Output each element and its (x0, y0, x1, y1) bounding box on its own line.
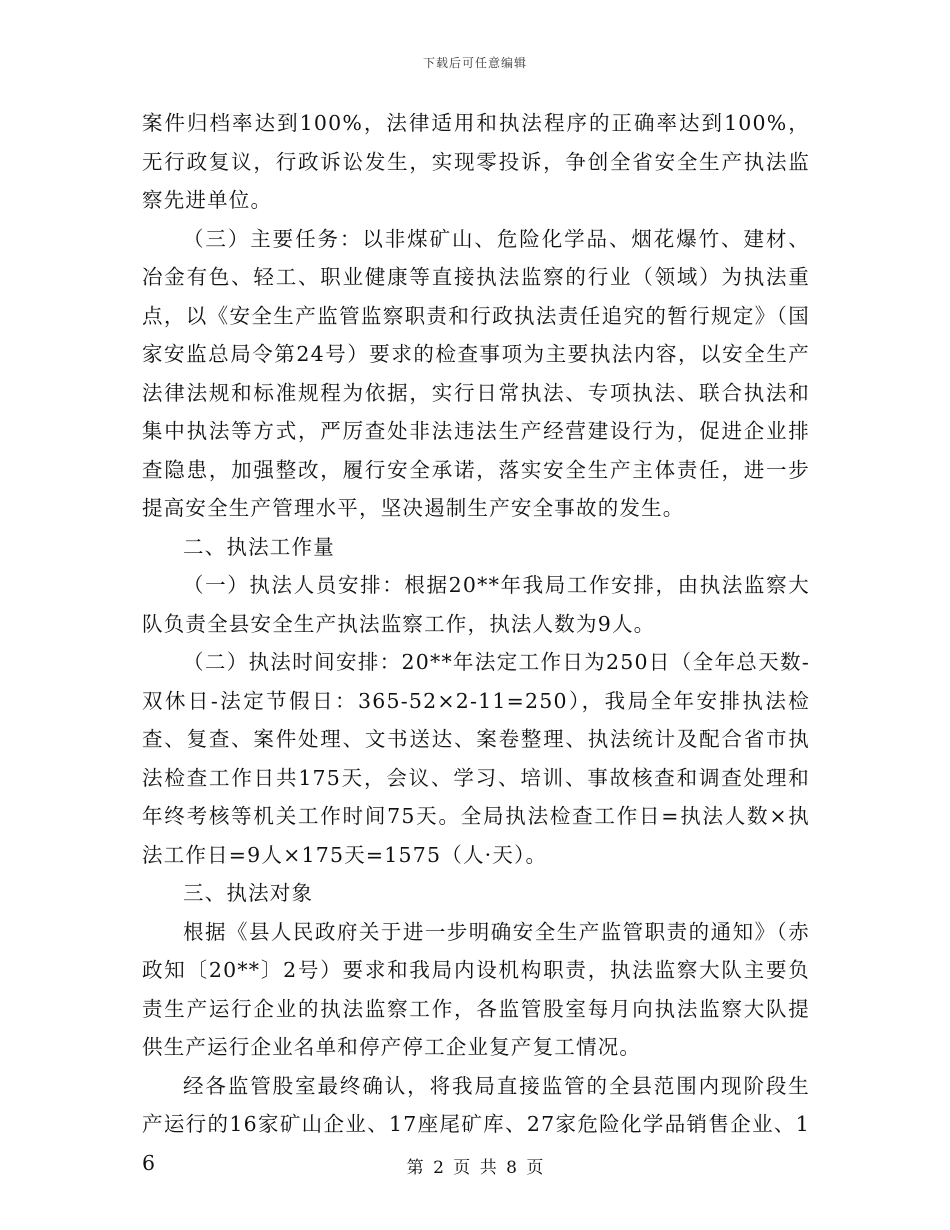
document-body (142, 104, 810, 1182)
page-number-footer: 第 2 页 共 8 页 (406, 1158, 544, 1178)
paragraph-2: （三）主要任务：以非煤矿山、危险化学品、烟花爆竹、建材、冶金有色、轻工、职业健康等直接执法监察的行业（领域）为执法重点，以《安全生产监管监察职责和行政执法责任追究的暂行规定》（国家安监总局令第24号）要求的检查事项为主要执法内容，以安全生产法律法规和标准规程为依据，实行日常执法、专项执法、联合执法和集中执法等方式，严厉查处非法违法生产经营建设行为，促进企业排查隐患，加强整改，履行安全承诺，落实安全生产主体责任，进一步提高安全生产管理水平，坚决遏制生产安全事故的发生。 (142, 226, 810, 520)
page-header: 下载后可任意编辑 (422, 56, 527, 70)
paragraph-1: 案件归档率达到100%，法律适用和执法程序的正确率达到100%，无行政复议，行政诉讼发生，实现零投诉，争创全省安全生产执法监察先进单位。 (142, 111, 810, 212)
paragraph-3: （一）执法人员安排：根据20**年我局工作安排，由执法监察大队负责全县安全生产执法监察工作，执法人数为9人。 (142, 573, 810, 636)
paragraph-6: 经各监管股室最终确认，将我局直接监管的全县范围内现阶段生产运行的16家矿山企业、17座尾矿库、27家危险化学品销售企业、16 (142, 1073, 810, 1175)
section-heading-2: 二、执法工作量 (183, 534, 335, 559)
paragraph-4: （二）执法时间安排：20**年法定工作日为250日（全年总天数-双休日-法定节假日：365-52×2-11=250），我局全年安排执法检查、复查、案件处理、文书送达、案卷整理、执法统计及配合省市执法检查工作日共175天，会议、学习、培训、事故核查和调查处理和年终考核等机关工作时间75天。全局执法检查工作日=执法人数×执法工作日=9人×175天=1575（人·天）。 (142, 650, 810, 867)
section-heading-3: 三、执法对象 (183, 881, 314, 905)
paragraph-5: 根据《县人民政府关于进一步明确安全生产监管职责的通知》（赤政知〔20**〕2号）要求和我局内设机构职责，执法监察大队主要负责生产运行企业的执法监察工作，各监管股室每月向执法监察大队提供生产运行企业名单和停产停工企业复产复工情况。 (142, 919, 810, 1059)
